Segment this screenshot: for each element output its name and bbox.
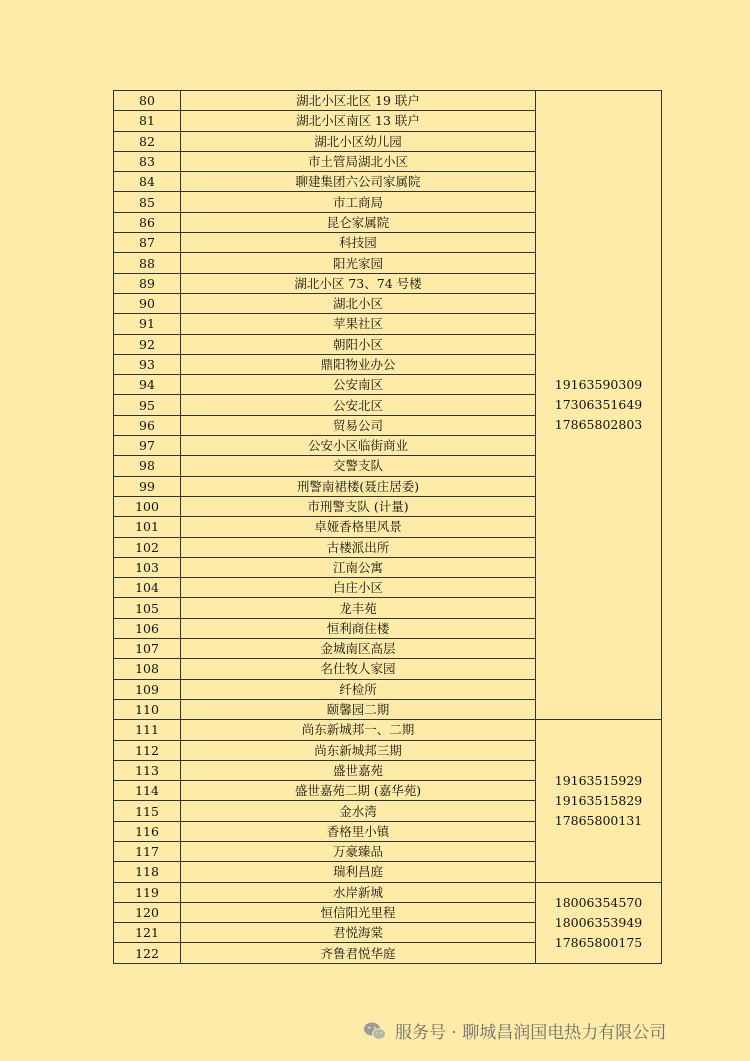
community-name: 齐鲁君悦华庭 bbox=[181, 943, 536, 963]
community-name: 科技园 bbox=[181, 233, 536, 253]
community-name: 江南公寓 bbox=[181, 557, 536, 577]
community-name: 聊建集团六公司家属院 bbox=[181, 172, 536, 192]
contact-phones bbox=[536, 720, 662, 882]
community-contact-table bbox=[113, 90, 662, 964]
row-number: 94 bbox=[114, 375, 181, 395]
row-number: 100 bbox=[114, 496, 181, 516]
row-number: 83 bbox=[114, 151, 181, 171]
table-row bbox=[114, 720, 662, 740]
community-name: 恒信阳光里程 bbox=[181, 902, 536, 922]
row-number: 86 bbox=[114, 212, 181, 232]
row-number: 99 bbox=[114, 476, 181, 496]
community-name: 古楼派出所 bbox=[181, 537, 536, 557]
contact-phones bbox=[536, 91, 662, 720]
community-name: 公安小区临街商业 bbox=[181, 436, 536, 456]
community-name: 苹果社区 bbox=[181, 314, 536, 334]
community-name: 市工商局 bbox=[181, 192, 536, 212]
row-number: 110 bbox=[114, 699, 181, 719]
row-number: 96 bbox=[114, 415, 181, 435]
row-number: 89 bbox=[114, 273, 181, 293]
row-number: 95 bbox=[114, 395, 181, 415]
community-name: 香格里小镇 bbox=[181, 821, 536, 841]
community-name: 盛世嘉苑二期 (嘉华苑) bbox=[181, 781, 536, 801]
community-name: 恒利商住楼 bbox=[181, 618, 536, 638]
community-name: 鼎阳物业办公 bbox=[181, 354, 536, 374]
community-name: 名仕牧人家园 bbox=[181, 659, 536, 679]
community-name: 贸易公司 bbox=[181, 415, 536, 435]
community-name: 湖北小区 73、74 号楼 bbox=[181, 273, 536, 293]
community-name: 交警支队 bbox=[181, 456, 536, 476]
row-number: 91 bbox=[114, 314, 181, 334]
row-number: 102 bbox=[114, 537, 181, 557]
row-number: 108 bbox=[114, 659, 181, 679]
community-name: 刑警南裙楼(聂庄居委) bbox=[181, 476, 536, 496]
wechat-icon bbox=[363, 1021, 387, 1041]
community-name: 白庄小区 bbox=[181, 578, 536, 598]
phone-number: 18006353949 bbox=[554, 914, 643, 930]
community-name: 尚东新城邦一、二期 bbox=[181, 720, 536, 740]
phone-number: 17865800175 bbox=[554, 934, 643, 950]
community-name: 颐馨园二期 bbox=[181, 699, 536, 719]
contact-phones bbox=[536, 882, 662, 963]
community-name: 昆仑家属院 bbox=[181, 212, 536, 232]
phone-number: 19163590309 bbox=[554, 377, 643, 393]
phone-number: 19163515929 bbox=[554, 772, 643, 788]
community-name: 公安北区 bbox=[181, 395, 536, 415]
row-number: 122 bbox=[114, 943, 181, 963]
community-name: 湖北小区南区 13 联户 bbox=[181, 111, 536, 131]
row-number: 92 bbox=[114, 334, 181, 354]
row-number: 114 bbox=[114, 781, 181, 801]
row-number: 97 bbox=[114, 436, 181, 456]
community-name: 市刑警支队 (计量) bbox=[181, 496, 536, 516]
table-row bbox=[114, 91, 662, 111]
community-name: 金水湾 bbox=[181, 801, 536, 821]
row-number: 105 bbox=[114, 598, 181, 618]
row-number: 106 bbox=[114, 618, 181, 638]
community-name: 瑞利昌庭 bbox=[181, 862, 536, 882]
row-number: 101 bbox=[114, 517, 181, 537]
row-number: 107 bbox=[114, 639, 181, 659]
community-name: 市土管局湖北小区 bbox=[181, 151, 536, 171]
community-name: 尚东新城邦三期 bbox=[181, 740, 536, 760]
row-number: 88 bbox=[114, 253, 181, 273]
community-name: 阳光家园 bbox=[181, 253, 536, 273]
table-body bbox=[114, 91, 662, 964]
row-number: 104 bbox=[114, 578, 181, 598]
phone-number: 17306351649 bbox=[554, 397, 643, 413]
community-name: 湖北小区北区 19 联户 bbox=[181, 91, 536, 111]
row-number: 121 bbox=[114, 923, 181, 943]
row-number: 85 bbox=[114, 192, 181, 212]
community-name: 朝阳小区 bbox=[181, 334, 536, 354]
community-name: 万豪臻品 bbox=[181, 841, 536, 861]
row-number: 113 bbox=[114, 760, 181, 780]
community-name: 水岸新城 bbox=[181, 882, 536, 902]
row-number: 90 bbox=[114, 293, 181, 313]
community-name: 龙丰苑 bbox=[181, 598, 536, 618]
phone-number: 17865802803 bbox=[554, 417, 643, 433]
phone-number: 17865800131 bbox=[554, 812, 643, 828]
community-name: 金城南区高层 bbox=[181, 639, 536, 659]
footer-text: 服务号 · 聊城昌润国电热力有限公司 bbox=[395, 1023, 667, 1043]
community-name: 公安南区 bbox=[181, 375, 536, 395]
community-name: 盛世嘉苑 bbox=[181, 760, 536, 780]
row-number: 109 bbox=[114, 679, 181, 699]
row-number: 84 bbox=[114, 172, 181, 192]
row-number: 82 bbox=[114, 131, 181, 151]
row-number: 118 bbox=[114, 862, 181, 882]
row-number: 120 bbox=[114, 902, 181, 922]
watermark-footer bbox=[363, 1018, 666, 1043]
row-number: 117 bbox=[114, 841, 181, 861]
table-row bbox=[114, 882, 662, 902]
community-name: 湖北小区幼儿园 bbox=[181, 131, 536, 151]
row-number: 81 bbox=[114, 111, 181, 131]
row-number: 112 bbox=[114, 740, 181, 760]
row-number: 119 bbox=[114, 882, 181, 902]
row-number: 111 bbox=[114, 720, 181, 740]
row-number: 93 bbox=[114, 354, 181, 374]
row-number: 115 bbox=[114, 801, 181, 821]
community-name: 卓娅香格里风景 bbox=[181, 517, 536, 537]
phone-number: 19163515829 bbox=[554, 792, 643, 808]
row-number: 98 bbox=[114, 456, 181, 476]
community-name: 君悦海棠 bbox=[181, 923, 536, 943]
phone-number: 18006354570 bbox=[554, 894, 643, 910]
community-name: 纤检所 bbox=[181, 679, 536, 699]
row-number: 80 bbox=[114, 91, 181, 111]
row-number: 116 bbox=[114, 821, 181, 841]
row-number: 103 bbox=[114, 557, 181, 577]
community-name: 湖北小区 bbox=[181, 293, 536, 313]
row-number: 87 bbox=[114, 233, 181, 253]
